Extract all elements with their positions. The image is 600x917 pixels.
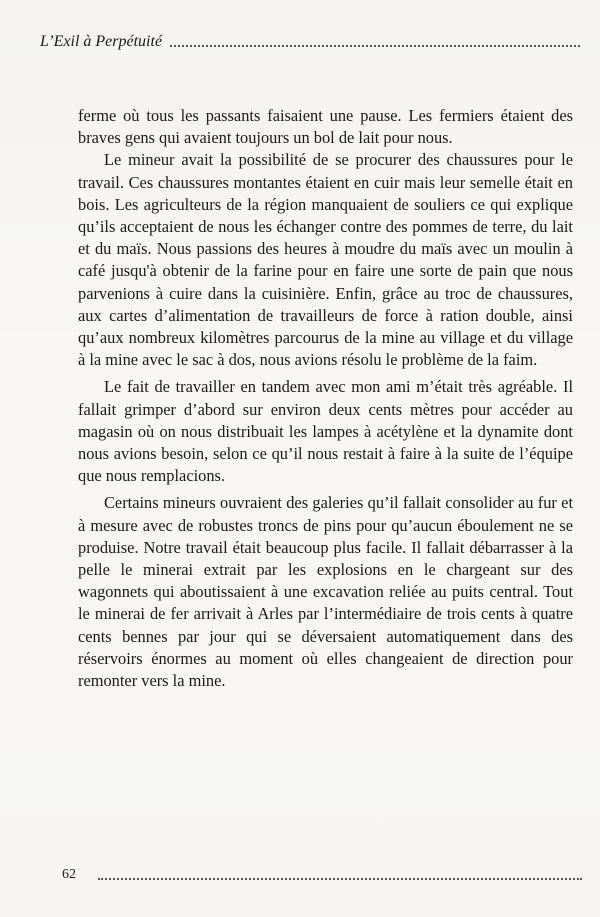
page-header [40, 34, 580, 50]
header-dotted-rule [170, 45, 580, 47]
paragraph: ferme où tous les passants faisaient une pause. Les fermiers étaient des braves gens qui avaient toujours un bol de lait pour nous. [78, 106, 573, 148]
page-number: 62 [62, 867, 76, 882]
footer-dotted-rule [98, 878, 582, 880]
running-title: L’Exil à Perpétuité [40, 33, 163, 50]
page-footer [62, 868, 582, 882]
paragraph: Le fait de travailler en tandem avec mon ami m’était très agréable. Il fallait grimper d’abord sur environ deux cents mètres pour accéder au magasin où on nous distribuait les lampes à acétylène et la dynamite dont nous avions besoin, selon ce qu’il nous restait à faire à la suite de l’équipe que nous remplacions. [78, 377, 573, 486]
paragraph: Certains mineurs ouvraient des galeries qu’il fallait consolider au fur et à mesure avec de robustes troncs de pins pour qu’aucun éboulement ne se produise. Notre travail était beaucoup plus facile. Il fallait débarrasser à la pelle le minerai extrait par les explosions en le chargeant sur des wagonnets qui aboutissaient à une excavation reliée au puits central. Tout le minerai de fer arrivait à Arles par l’intermédiaire de trois cents à quatre cents bennes par jour qui se déversaient automatiquement dans des réservoirs énormes au moment où elles changeaient de direction pour remonter vers la mine. [78, 493, 573, 691]
paragraph: Le mineur avait la possibilité de se procurer des chaussures pour le travail. Ces chaussures montantes étaient en cuir mais leur semelle était en bois. Les agriculteurs de la région manquaient de souliers ce qui explique qu’ils acceptaient de nous les échanger contre des pommes de terre, du lait et du maïs. Nous passions des heures à moudre du maïs avec un moulin à café jusqu'à obtenir de la farine pour en faire une sorte de pain que nous parvenions à cuire dans la cuisinière. Enfin, grâce au troc de chaussures, aux cartes d’alimentation de travailleurs de force à ration double, ainsi qu’aux nombreux kilomètres parcourus de la mine au village et du village à la mine avec le sac à dos, nous avions résolu le problème de la faim. [78, 150, 573, 370]
body-text [78, 105, 573, 692]
